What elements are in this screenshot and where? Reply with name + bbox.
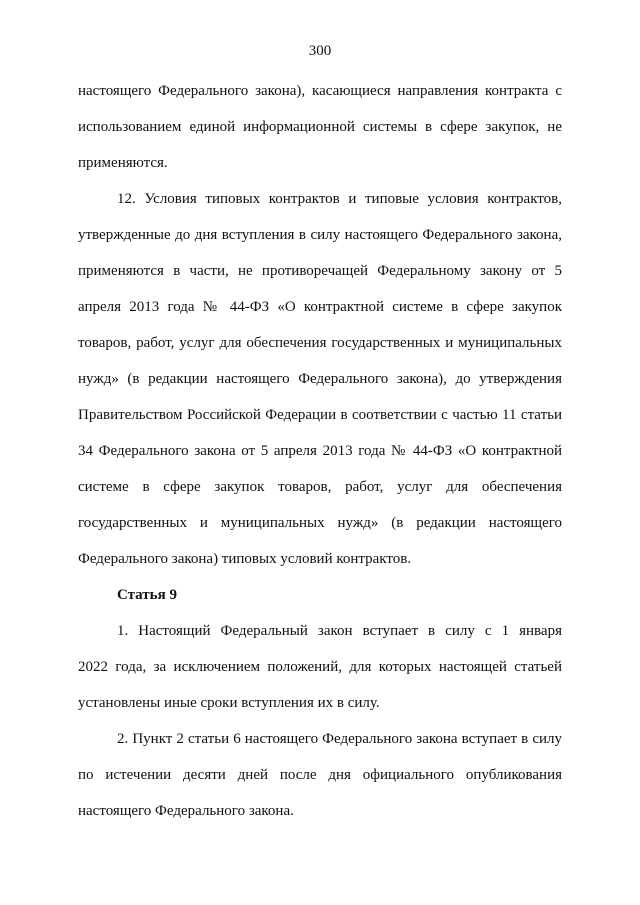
article-9-item-1-line-3: установлены иные сроки вступления их в силу. [78, 695, 380, 711]
article-9-item-1-line-1: 1. Настоящий Федеральный закон вступает в силу с 1 января [117, 623, 562, 639]
paragraph-12-line-9: системе в сфере закупок товаров, работ, услуг для обеспечения [78, 479, 562, 495]
paragraph-12-line-10: государственных и муниципальных нужд» (в редакции настоящего [78, 515, 562, 531]
paragraph-1-line-1: настоящего Федерального закона), касающиеся направления контракта с [78, 83, 562, 99]
paragraph-12-line-6: нужд» (в редакции настоящего Федерального закона), до утверждения [78, 371, 562, 387]
paragraph-12-line-5: товаров, работ, услуг для обеспечения государственных и муниципальных [78, 335, 562, 351]
paragraph-12-line-3: применяются в части, не противоречащей Федеральному закону от 5 [78, 263, 562, 279]
paragraph-12-line-1: 12. Условия типовых контрактов и типовые условия контрактов, [117, 191, 562, 207]
article-9-item-2-line-2: по истечении десяти дней после дня официального опубликования [78, 767, 562, 783]
article-9-item-1-line-2: 2022 года, за исключением положений, для которых настоящей статьей [78, 659, 562, 675]
article-9-item-2-line-3: настоящего Федерального закона. [78, 803, 294, 819]
paragraph-12-line-2: утвержденные до дня вступления в силу настоящего Федерального закона, [78, 227, 562, 243]
paragraph-12-line-4: апреля 2013 года № 44-ФЗ «О контрактной системе в сфере закупок [78, 299, 562, 315]
page-number: 300 [308, 43, 332, 59]
paragraph-1-line-2: использованием единой информационной системы в сфере закупок, не [78, 119, 562, 135]
paragraph-12-line-8: 34 Федерального закона от 5 апреля 2013 года № 44-ФЗ «О контрактной [78, 443, 562, 459]
paragraph-12-line-11: Федерального закона) типовых условий контрактов. [78, 551, 412, 567]
article-heading: Статья 9 [117, 587, 177, 603]
paragraph-1-line-3: применяются. [78, 155, 168, 171]
article-9-item-2-line-1: 2. Пункт 2 статьи 6 настоящего Федерального закона вступает в силу [117, 731, 562, 747]
paragraph-12-line-7: Правительством Российской Федерации в соответствии с частью 11 статьи [78, 407, 562, 423]
